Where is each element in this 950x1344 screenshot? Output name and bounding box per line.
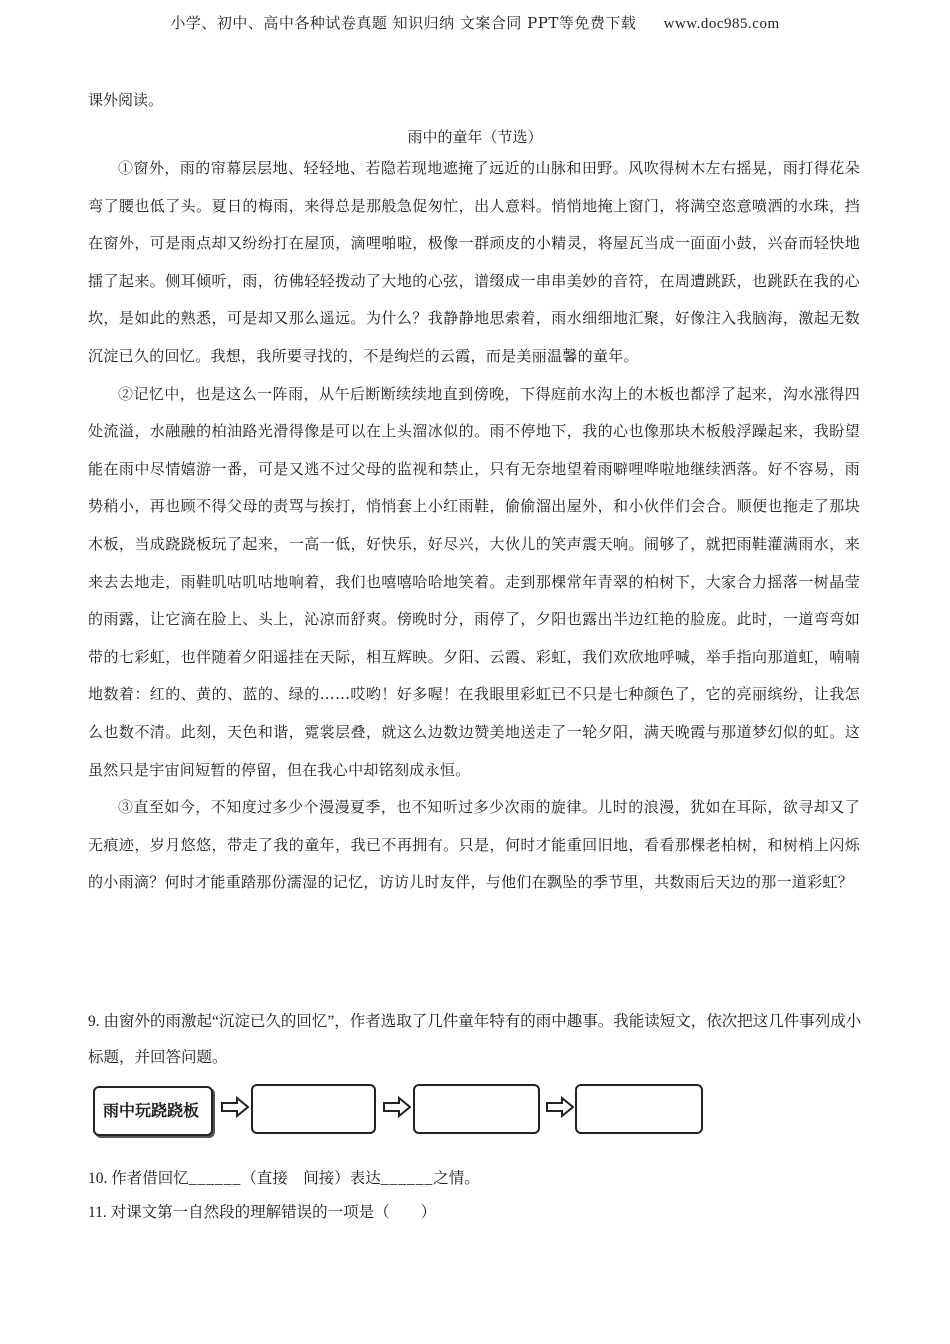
- section-label: 课外阅读。: [88, 91, 164, 109]
- question-9: 9. 由窗外的雨激起“沉淀已久的回忆”，作者选取了几件童年特有的雨中趣事。我能读短文，依次把这几件事列成小标题，并回答问题。: [88, 1013, 862, 1066]
- paragraph-3: ③直至如今，不知度过多少个漫漫夏季，也不知听过多少次雨的旋律。儿时的浪漫，犹如在耳际，欲寻却又了无痕迹，岁月悠悠，带走了我的童年，我已不再拥有。只是，何时才能重回旧地，看看那棵老柏树，和树梢上闪烁的小雨滴？何时才能重踏那份濡湿的记忆，访访儿时友伴，与他们在飘坠的季节里，共数雨后天边的那一道彩虹？: [88, 798, 860, 892]
- page-header: [0, 12, 950, 33]
- paragraph-1: ①窗外，雨的帘幕层层地、轻轻地、若隐若现地遮掩了远近的山脉和田野。风吹得树木左右摇晃，雨打得花朵弯了腰也低了头。夏日的梅雨，来得总是那般急促匆忙，出人意料。悄悄地掩上窗门，将满空恣意喷洒的水珠，挡在窗外，可是雨点却又纷纷打在屋顶，滴哩啪啦，极像一群顽皮的小精灵，将屋瓦当成一面面小鼓，兴奋而轻快地擂了起来。侧耳倾听，雨，彷佛轻轻拨动了大地的心弦，谱缀成一串串美妙的音符，在周遭跳跃，也跳跃在我的心坎，是如此的熟悉，可是却又那么遥远。为什么？我静静地思索着，雨水细细地汇聚，好像注入我脑海，激起无数沉淀已久的回忆。我想，我所要寻找的，不是绚烂的云霞，而是美丽温馨的童年。: [88, 159, 860, 365]
- subtitle-flowchart: [93, 1084, 713, 1142]
- article-body: [88, 150, 860, 902]
- question-10-blank-1[interactable]: ______: [188, 1170, 242, 1187]
- arrow-right-icon: [546, 1096, 574, 1118]
- paragraph-2: ②记忆中，也是这么一阵雨，从午后断断续续地直到傍晚，下得庭前水沟上的木板也都浮了起来，沟水涨得四处流溢，水融融的柏油路光滑得像是可以在上头溜冰似的。雨不停地下，我的心也像那块木板般浮躁起来，我盼望能在雨中尽情嬉游一番，可是又逃不过父母的监视和禁止，只有无奈地望着雨噼哩哗啦地继续洒落。好不容易，雨势稍小，再也顾不得父母的责骂与挨打，悄悄套上小红雨鞋，偷偷溜出屋外，和小伙伴们会合。顺便也拖走了那块木板，当成跷跷板玩了起来，一高一低，好快乐，好尽兴，大伙儿的笑声震天响。闹够了，就把雨鞋灌满雨水，来来去去地走，雨鞋叽咕叽咕地响着，我们也嘻嘻哈哈地笑着。走到那棵常年青翠的柏树下，大家合力摇落一树晶莹的雨露，让它滴在脸上、头上，沁凉而舒爽。傍晚时分，雨停了，夕阳也露出半边红艳的脸庞。此时，一道弯弯如带的七彩虹，也伴随着夕阳遥挂在天际，相互辉映。夕阳、云霞、彩虹，我们欢欣地呼喊，举手指向那道虹，喃喃地数着：红的、黄的、蓝的、绿的……哎哟！好多喔！在我眼里彩虹已不只是七种颜色了，它的亮丽缤纷，让我怎么也数不清。此刻，天色和谐，霓裳层叠，就这么边数边赞美地送走了一轮夕阳，满天晚霞与那道梦幻似的虹。这虽然只是宇宙间短暂的停留，但在我心中却铭刻成永恒。: [88, 384, 860, 779]
- arrow-right-icon: [221, 1096, 249, 1118]
- header-url[interactable]: www.doc985.com: [663, 16, 780, 32]
- arrow-right-icon: [383, 1096, 411, 1118]
- question-11: 11. 对课文第一自然段的理解错误的一项是（ ）: [88, 1204, 437, 1221]
- question-10-part-a: 10. 作者借回忆: [88, 1170, 189, 1187]
- flow-box-4-blank[interactable]: [575, 1084, 703, 1134]
- question-10-part-b: （直接 间接）表达: [241, 1170, 381, 1187]
- flow-box-1: 雨中玩跷跷板: [93, 1086, 213, 1136]
- question-10-part-c: 之情。: [433, 1170, 480, 1187]
- flow-box-3-blank[interactable]: [413, 1084, 540, 1134]
- flow-box-2-blank[interactable]: [251, 1084, 376, 1134]
- header-text: 小学、初中、高中各种试卷真题 知识归纳 文案合同 PPT等免费下载: [170, 14, 637, 32]
- question-10-blank-2[interactable]: ______: [380, 1170, 434, 1187]
- article-title: 雨中的童年（节选）: [407, 128, 543, 146]
- question-10: [88, 1161, 868, 1197]
